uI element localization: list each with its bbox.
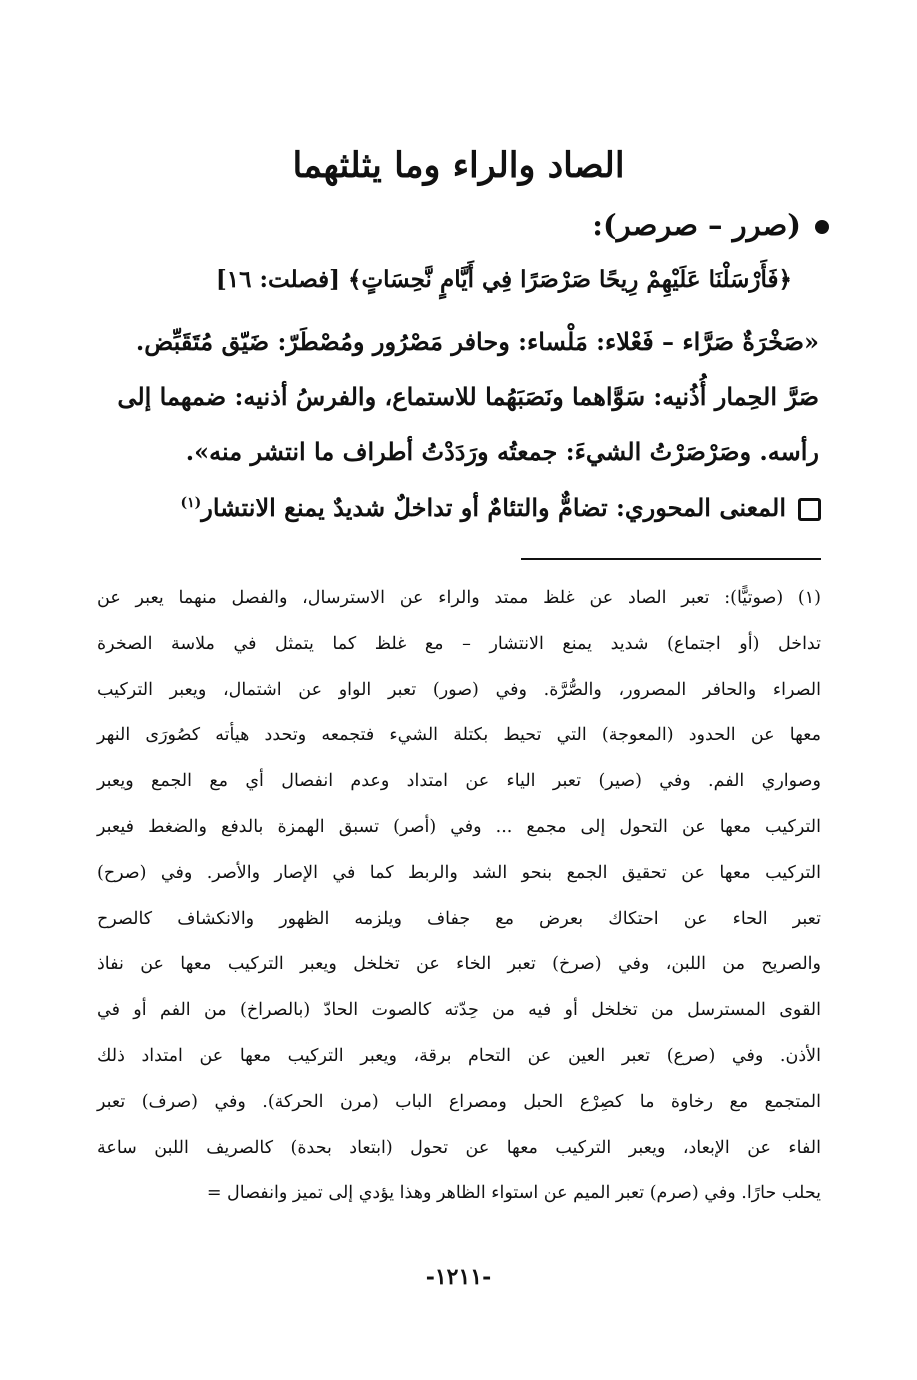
footnote bbox=[97, 576, 821, 1217]
footnote-line: القوى المسترسل من تخلخل أو فيه من حِدّته كالصوت الحادّ (بالصراخ) من الفم أو في bbox=[97, 1000, 821, 1021]
footnote-line: تداخل (أو اجتماع) شديد يمنع الانتشار – مع غلظ كما يتمثل في ملاسة الصخرة bbox=[97, 633, 821, 654]
footnote-line: يحلب حارًا. وفي (صرم) تعبر الميم عن استواء الظاهر وهذا يؤدي إلى تميز وانفصال = bbox=[206, 1183, 821, 1204]
definition-line: رأسه. وصَرْصَرْتُ الشيءَ: جمعتُه ورَدَدْتُ أطراف ما انتشر منه». bbox=[185, 437, 819, 466]
entry-definition bbox=[103, 314, 819, 479]
entry-heading bbox=[592, 203, 829, 247]
definition-line: صَرَّ الحِمار أُذُنيه: سَوَّاهما ونَصَبَهُما للاستماع، والفرسُ أذنيه: ضمهما إلى bbox=[117, 382, 819, 411]
footnote-line: معها عن الحدود (المعوجة) التي تحيط بكتلة الشيء فتجمعه وتحدد هيأته كصُورَى النهر bbox=[97, 725, 821, 746]
footnote-line: تعبر الحاء عن احتكاك بعرض مع جفاف ويلزمه الظهور والانكشاف كالصرح bbox=[97, 908, 821, 929]
footnote-line: المتجمع مع رخاوة ما كصِرْع الحبل ومصراع الباب (مرن الحركة). وفي (صرف) تعبر bbox=[97, 1091, 821, 1112]
verse-reference: [فصلت: ١٦] bbox=[215, 266, 341, 293]
entry-heading-text: (صرر – صرصر): bbox=[592, 208, 801, 242]
definition-line: «صَخْرَةٌ صَرَّاء – فَعْلاء: مَلْساء: وحافر مَصْرُور ومُصْطَرّ: ضَيّق مُتَقَبِّض. bbox=[135, 327, 819, 356]
footnote-marker: (١) bbox=[180, 495, 202, 511]
footnote-line: وصواري الفم. وفي (صير) تعبر الياء عن امتداد وعدم انفصال أي مع الجمع ويعبر bbox=[97, 771, 821, 792]
footnote-line: التركيب معها عن التحول إلى مجمع ... وفي (أصر) تسبق الهمزة بالدفع والضغط فيعبر bbox=[97, 816, 821, 837]
core-meaning-label: المعنى المحوري: bbox=[615, 493, 786, 522]
checkbox-square-icon bbox=[798, 498, 821, 521]
bullet-icon bbox=[815, 220, 829, 234]
footnote-line: التركيب معها عن تحقيق الجمع بنحو الشد والربط كما في الإصار والأصر. وفي (صرح) bbox=[97, 862, 821, 883]
verse-text: ﴿فَأَرْسَلْنَا عَلَيْهِمْ رِيحًا صَرْصَرًا فِي أَيَّامٍ نَّحِسَاتٍ﴾ bbox=[348, 266, 792, 293]
footnote-line: الصراء والحافر المصرور، والصُّرَّة. وفي (صور) تعبر الواو عن اشتمال، ويعبر التركيب bbox=[97, 679, 821, 700]
core-meaning-text: تضامٌّ والتئامٌ أو تداخلٌ شديدٌ يمنع الانتشار bbox=[201, 493, 608, 522]
page-number: -١٢١١- bbox=[425, 1264, 492, 1290]
footnote-line: (١) (صوتيًّا): تعبر الصاد عن غلظ ممتد والراء عن الاسترسال، والفصل منهما يعبر عن bbox=[97, 588, 821, 608]
footnote-line: الفاء عن الإبعاد، ويعبر التركيب معها عن تحول (ابتعاد بحدة) كالصريف اللبن ساعة bbox=[97, 1137, 821, 1158]
footnote-line: الأذن. وفي (صرع) تعبر العين عن التحام برقة، ويعبر التركيب معها عن امتداد ذلك bbox=[97, 1045, 821, 1066]
footnote-line: والصريح من اللبن، وفي (صرخ) تعبر الخاء عن تخلخل ويعبر التركيب معها عن نفاذ bbox=[97, 954, 821, 975]
page-title: الصاد والراء وما يثلثهما bbox=[292, 145, 625, 187]
footnote-separator bbox=[521, 558, 821, 560]
quran-verse bbox=[152, 262, 792, 298]
core-meaning bbox=[101, 481, 821, 530]
